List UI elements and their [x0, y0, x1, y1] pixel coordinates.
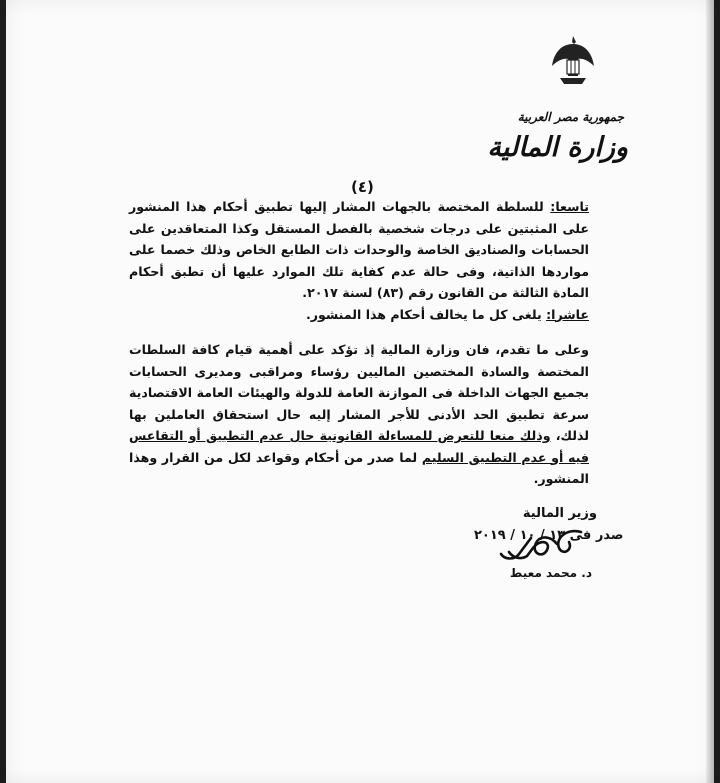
document-body — [129, 196, 589, 490]
closing-paragraph — [129, 339, 589, 490]
minister-title: وزير المالية — [522, 506, 597, 521]
letterhead — [456, 26, 636, 163]
closing-underlined: وذلك منعا للتعرض للمساءلة القانونية حال عدم التطبيق أو التقاعس فيه أو عدم التطبيق السليم — [129, 428, 590, 465]
item-ninth — [129, 196, 589, 304]
item-tenth-label: عاشرا: — [546, 306, 589, 322]
item-ninth-label: تاسعا: — [550, 199, 589, 214]
item-tenth — [129, 304, 589, 326]
closing-intro: وعلى ما تقدم، فان وزارة المالية إذ تؤكد على أهمية قيام كافة السلطات المختصة والسادة المختصين الماليين رؤساء ومراقبى ومديرى الحسابات بجميع الجهات الداخلة فى الموازنة العامة للدولة والهيئات العامة الاقتصادية سرعة تطبيق الحد الأدنى للأجر المشار إليه حال استحقاق العاملين بها لذلك، — [129, 342, 590, 443]
page-edge-shadow — [706, 0, 714, 783]
ministry-name: وزارة المالية — [487, 132, 628, 163]
document-page — [6, 0, 714, 783]
item-ninth-text: للسلطة المختصة بالجهات المشار إليها تطبيق أحكام هذا المنشور على المثبتين على درجات شخصية بالفصل المستقل وكذا المتعاقدين على الحسابات والصناديق الخاصة والوحدات ذات الطابع الخاص وذلك خصما على مواردها الذاتية، وفى حالة عدم كفاية تلك الموارد عليها أن تطبق أحكام المادة الثالثة من القانون رقم (٨٣) لسنة ٢٠١٧. — [129, 199, 589, 300]
republic-name: جمهورية مصر العربية — [517, 110, 624, 124]
issue-date: صدر فى ١٣ / ١٠ / ٢٠١٩ — [474, 528, 624, 543]
eagle-emblem-icon — [548, 32, 598, 86]
minister-name: د. محمد معيط — [509, 566, 592, 580]
item-tenth-text: يلغى كل ما يخالف أحكام هذا المنشور. — [305, 306, 542, 322]
closing-end: لما صدر من أحكام وقواعد لكل من القرار وهذا المنشور. — [129, 449, 589, 486]
page-number: (٤) — [351, 178, 374, 196]
